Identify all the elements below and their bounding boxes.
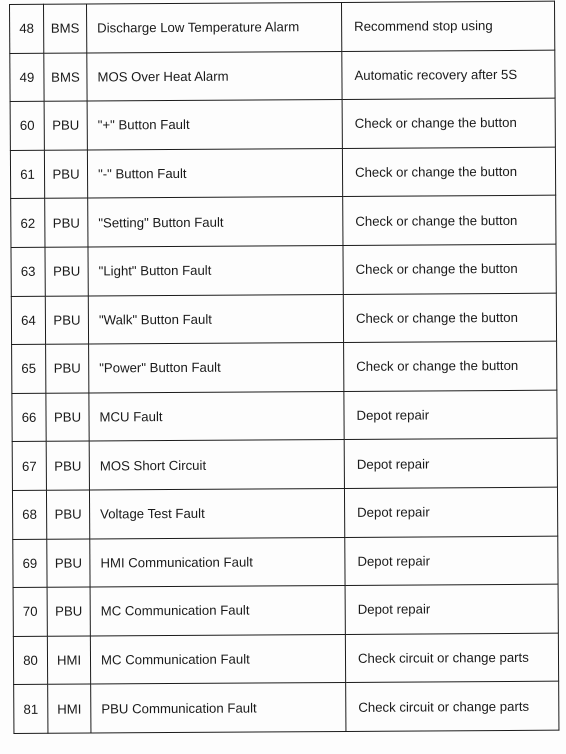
fault-description-cell: MOS Short Circuit bbox=[89, 440, 344, 490]
table-row bbox=[10, 147, 555, 199]
device-cell: PBU bbox=[45, 247, 88, 296]
fault-code-cell: 68 bbox=[12, 490, 46, 539]
table-row bbox=[12, 439, 557, 491]
table-row bbox=[11, 244, 556, 296]
table-row bbox=[10, 50, 555, 102]
fault-description-cell: MC Communication Fault bbox=[90, 586, 345, 636]
fault-description-cell: "+" Button Fault bbox=[87, 100, 342, 150]
fault-description-cell: PBU Communication Fault bbox=[91, 683, 346, 733]
device-cell: HMI bbox=[47, 636, 90, 685]
fault-code-cell: 64 bbox=[11, 296, 45, 345]
fault-code-cell: 48 bbox=[10, 4, 44, 53]
device-cell: PBU bbox=[47, 587, 90, 636]
fault-code-cell: 70 bbox=[13, 587, 47, 636]
solution-cell: Check circuit or change parts bbox=[346, 681, 559, 731]
solution-cell: Depot repair bbox=[344, 390, 557, 440]
fault-description-cell: Discharge Low Temperature Alarm bbox=[87, 2, 342, 52]
table-row bbox=[12, 390, 557, 442]
fault-description-cell: "Power" Button Fault bbox=[89, 343, 344, 393]
table-row bbox=[10, 98, 555, 150]
table-row bbox=[11, 196, 556, 248]
solution-cell: Depot repair bbox=[345, 584, 558, 634]
fault-code-cell: 80 bbox=[13, 636, 47, 685]
solution-cell: Depot repair bbox=[345, 536, 558, 586]
solution-cell: Check or change the button bbox=[344, 341, 557, 391]
fault-code-cell: 81 bbox=[14, 685, 48, 734]
fault-description-cell: "Setting" Button Fault bbox=[88, 197, 343, 247]
table-row bbox=[12, 341, 557, 393]
fault-table-body bbox=[10, 1, 559, 733]
fault-code-cell: 60 bbox=[10, 101, 44, 150]
table-row bbox=[13, 633, 558, 685]
fault-code-cell: 67 bbox=[12, 442, 46, 491]
device-cell: PBU bbox=[44, 150, 87, 199]
fault-code-cell: 49 bbox=[10, 53, 44, 102]
fault-code-cell: 65 bbox=[12, 344, 46, 393]
fault-description-cell: MCU Fault bbox=[89, 391, 344, 441]
fault-description-cell: HMI Communication Fault bbox=[90, 537, 345, 587]
device-cell: PBU bbox=[45, 198, 88, 247]
fault-description-cell: MOS Over Heat Alarm bbox=[87, 51, 342, 101]
device-cell: PBU bbox=[46, 393, 89, 442]
table-row bbox=[13, 584, 558, 636]
fault-description-cell: "Light" Button Fault bbox=[88, 245, 343, 295]
table-row bbox=[14, 681, 559, 733]
solution-cell: Recommend stop using bbox=[341, 1, 554, 51]
solution-cell: Check or change the button bbox=[343, 293, 556, 343]
fault-code-cell: 63 bbox=[11, 247, 45, 296]
device-cell: BMS bbox=[44, 4, 87, 53]
solution-cell: Check or change the button bbox=[343, 244, 556, 294]
device-cell: PBU bbox=[47, 539, 90, 588]
fault-description-cell: MC Communication Fault bbox=[90, 634, 345, 684]
solution-cell: Check or change the button bbox=[343, 196, 556, 246]
device-cell: HMI bbox=[48, 684, 91, 733]
fault-description-cell: Voltage Test Fault bbox=[89, 488, 344, 538]
fault-description-cell: "-" Button Fault bbox=[87, 148, 342, 198]
solution-cell: Automatic recovery after 5S bbox=[342, 50, 555, 100]
fault-code-cell: 69 bbox=[13, 539, 47, 588]
table-row bbox=[10, 1, 555, 53]
solution-cell: Check circuit or change parts bbox=[345, 633, 558, 683]
solution-cell: Check or change the button bbox=[342, 147, 555, 197]
fault-code-table bbox=[9, 1, 559, 734]
device-cell: PBU bbox=[46, 490, 89, 539]
table-row bbox=[12, 487, 557, 539]
fault-code-cell: 66 bbox=[12, 393, 46, 442]
solution-cell: Depot repair bbox=[344, 487, 557, 537]
table-row bbox=[13, 536, 558, 588]
fault-code-cell: 62 bbox=[11, 199, 45, 248]
fault-code-cell: 61 bbox=[10, 150, 44, 199]
device-cell: PBU bbox=[46, 441, 89, 490]
table-row bbox=[11, 293, 556, 345]
device-cell: PBU bbox=[46, 344, 89, 393]
solution-cell: Check or change the button bbox=[342, 98, 555, 148]
device-cell: PBU bbox=[44, 101, 87, 150]
fault-description-cell: "Walk" Button Fault bbox=[88, 294, 343, 344]
device-cell: PBU bbox=[45, 296, 88, 345]
device-cell: BMS bbox=[44, 53, 87, 102]
solution-cell: Depot repair bbox=[344, 439, 557, 489]
